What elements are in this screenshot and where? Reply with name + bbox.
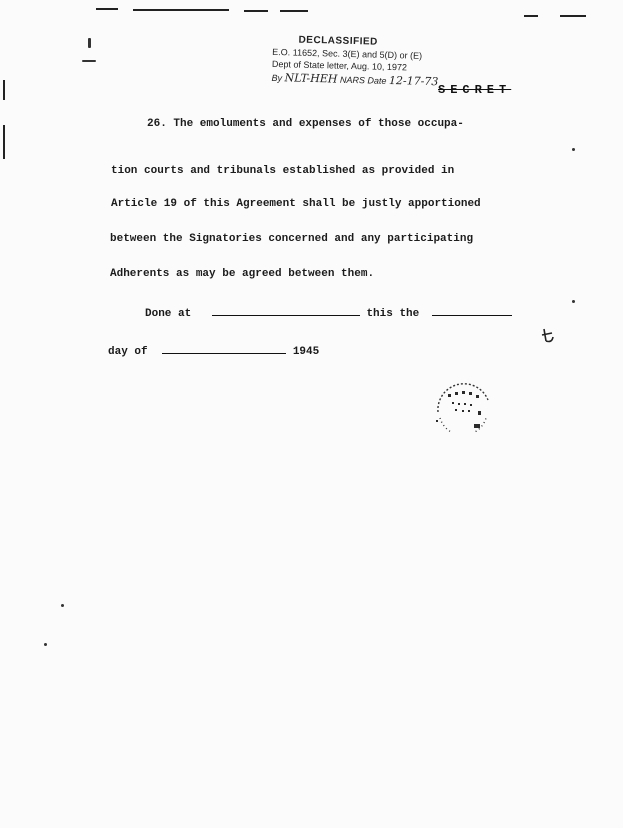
- stamp-date-value: 12-17-73: [388, 73, 439, 89]
- archive-seal: [428, 378, 498, 432]
- stamp-reviewer-line: [271, 71, 439, 89]
- paragraph-line: between the Signatories concerned and any participating: [110, 233, 474, 245]
- classification-marking: SECRET: [438, 83, 512, 97]
- month-blank: [162, 343, 286, 354]
- day-of-line: [108, 343, 319, 358]
- done-at-line: [145, 305, 512, 320]
- scan-speck: [88, 38, 91, 48]
- top-edge-rule: [560, 15, 586, 17]
- date-blank: [432, 305, 512, 316]
- done-at-label: Done at: [145, 308, 192, 320]
- day-of-label: day of: [108, 346, 148, 358]
- stamp-title: DECLASSIFIED: [298, 34, 378, 48]
- year-value: 1945: [292, 346, 320, 358]
- paragraph-line: tion courts and tribunals established as provided in: [111, 165, 455, 177]
- scan-speck: [572, 148, 575, 151]
- scan-speck: [572, 300, 575, 303]
- stamp-reviewer-signature: NLT-HEH: [284, 71, 338, 86]
- top-edge-rule: [280, 10, 308, 12]
- stamp-authority-line: E.O. 11652, Sec. 3(E) and 5(D) or (E): [272, 46, 423, 61]
- declassification-stamp: [271, 34, 439, 89]
- top-edge-rule: [133, 9, 229, 11]
- scan-speck: [44, 643, 47, 646]
- margin-pencil-mark: [540, 327, 556, 347]
- top-edge-rule: [524, 15, 538, 17]
- paragraph-line: 26. The emoluments and expenses of those occupa-: [147, 118, 464, 130]
- stamp-letter-line: Dept of State letter, Aug. 10, 1972: [271, 58, 408, 73]
- this-the-label: this the: [366, 308, 420, 320]
- left-edge-mark: [3, 125, 5, 159]
- top-edge-rule: [244, 10, 268, 12]
- left-edge-mark: [3, 80, 5, 100]
- top-edge-rule: [96, 8, 118, 10]
- paragraph-line: Article 19 of this Agreement shall be justly apportioned: [111, 198, 481, 210]
- scan-speck: [61, 604, 64, 607]
- stamp-date-label: NARS Date: [339, 74, 387, 86]
- scan-speck: [82, 60, 96, 62]
- stamp-by-label: By: [271, 72, 283, 84]
- paragraph-line: Adherents as may be agreed between them.: [110, 268, 375, 280]
- place-blank: [212, 305, 360, 316]
